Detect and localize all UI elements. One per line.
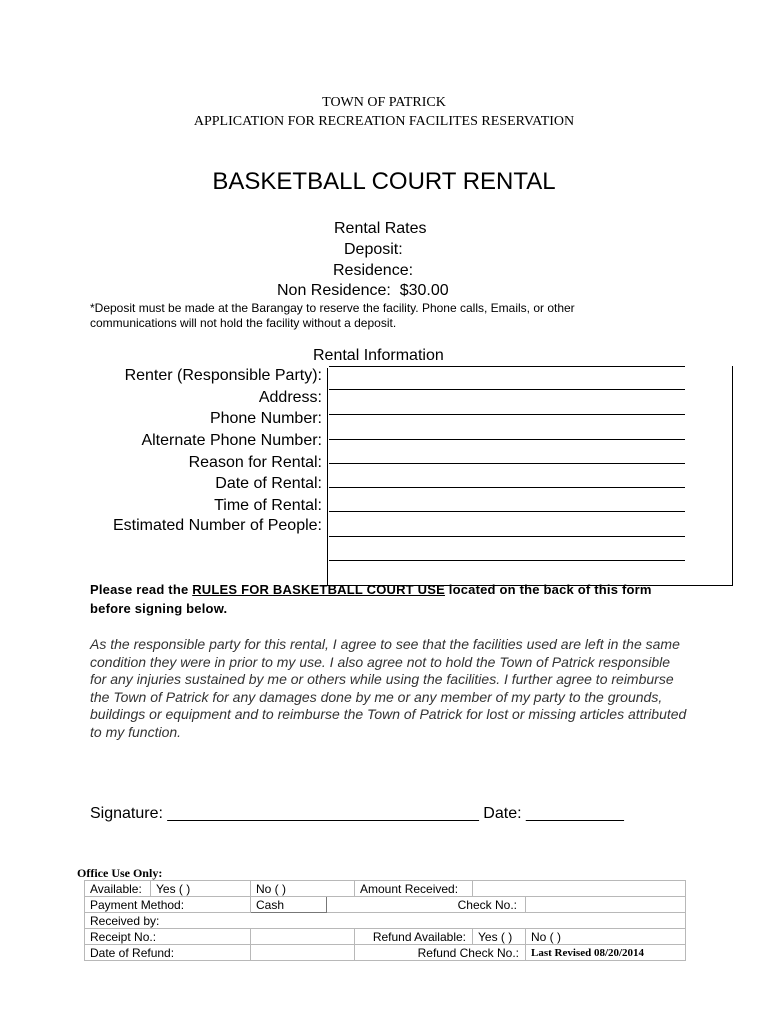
non-residence-label: Non Residence: — [277, 282, 391, 299]
table-row — [85, 897, 686, 913]
date-line[interactable]: ___________ — [526, 805, 624, 822]
refund-check-no-label: Refund Check No.: — [355, 945, 526, 961]
reason-label: Reason for Rental: — [188, 454, 322, 471]
deposit-note: *Deposit must be made at the Barangay to reserve the facility. Phone calls, Emails, or other communications will not hold the facility without a deposit. — [90, 301, 575, 330]
signature-row — [90, 805, 624, 823]
check-no-label: Check No.: — [409, 897, 526, 913]
reason-field[interactable] — [329, 487, 685, 488]
address-field[interactable] — [329, 414, 685, 415]
field-line-top — [329, 366, 685, 367]
date-label: Date: — [483, 805, 522, 822]
receipt-no-label: Receipt No.: — [85, 929, 251, 945]
refund-available-label: Refund Available: — [355, 929, 473, 945]
rules-suffix: located on the back of this form before signing below. — [90, 582, 652, 616]
last-revised: Last Revised 08/20/2014 — [526, 945, 686, 961]
signature-line[interactable]: ___________________________________ — [167, 805, 479, 822]
number-of-people-label: Estimated Number of People: — [113, 517, 322, 534]
date-of-refund-field[interactable] — [251, 945, 355, 961]
rental-information-title: Rental Information — [313, 347, 444, 364]
amount-received-label: Amount Received: — [355, 881, 473, 897]
amount-received-field[interactable] — [473, 881, 686, 897]
payment-spacer — [327, 897, 409, 913]
receipt-no-field[interactable] — [251, 929, 355, 945]
received-by-label[interactable]: Received by: — [85, 913, 686, 929]
info-box-right-border — [732, 366, 733, 586]
alt-phone-label: Alternate Phone Number: — [141, 432, 322, 449]
date-field[interactable] — [329, 511, 685, 512]
refund-no[interactable]: No ( ) — [526, 929, 686, 945]
office-use-title: Office Use Only: — [77, 866, 163, 880]
cash-option[interactable]: Cash — [251, 897, 327, 913]
deposit-label: Deposit: — [344, 241, 403, 258]
renter-label: Renter (Responsible Party): — [124, 367, 322, 384]
town-name: TOWN OF PATRICK — [322, 95, 446, 110]
rules-link: RULES FOR BASKETBALL COURT USE — [192, 582, 445, 597]
table-row — [85, 881, 686, 897]
signature-label: Signature: — [90, 805, 163, 822]
info-box-left-border — [327, 368, 328, 586]
form-title: BASKETBALL COURT RENTAL — [212, 168, 556, 195]
alt-phone-field[interactable] — [329, 463, 685, 464]
address-label: Address: — [258, 389, 322, 406]
date-of-rental-label: Date of Rental: — [215, 475, 322, 492]
payment-method-label: Payment Method: — [85, 897, 251, 913]
residence-label: Residence: — [333, 262, 414, 279]
table-row — [85, 913, 686, 929]
table-row — [85, 929, 686, 945]
renter-field[interactable] — [329, 389, 685, 390]
people-field[interactable] — [329, 560, 685, 561]
rental-rates-title: Rental Rates — [334, 220, 427, 237]
phone-label: Phone Number: — [209, 410, 322, 427]
agreement-text: As the responsible party for this rental, I agree to see that the facilities used are left in the same condition they were in prior to my use. I also agree not to hold the Town of Patrick responsible for any injuries sustained by me or others while using the facilities. I further agree to reimburse the Town of Patrick for any damages done by me or any member of my party to the grounds, buildings or equipment and to reimburse the Town of Patrick for lost or missing articles attributed to my function. — [90, 636, 687, 740]
rules-prefix: Please read the — [90, 582, 193, 597]
time-of-rental-label: Time of Rental: — [214, 497, 322, 514]
time-field[interactable] — [329, 536, 685, 537]
office-use-table — [84, 880, 686, 961]
available-no[interactable]: No ( ) — [251, 881, 355, 897]
date-of-refund-label: Date of Refund: — [85, 945, 251, 961]
rules-notice — [90, 580, 680, 618]
available-yes[interactable]: Yes ( ) — [151, 881, 251, 897]
available-label: Available: — [85, 881, 151, 897]
check-no-field[interactable] — [526, 897, 686, 913]
application-title: APPLICATION FOR RECREATION FACILITES RESERVATION — [193, 114, 575, 129]
phone-field[interactable] — [329, 439, 685, 440]
non-residence-rate — [277, 282, 449, 300]
non-residence-value: $30.00 — [399, 282, 449, 299]
table-row — [85, 945, 686, 961]
refund-yes[interactable]: Yes ( ) — [473, 929, 526, 945]
